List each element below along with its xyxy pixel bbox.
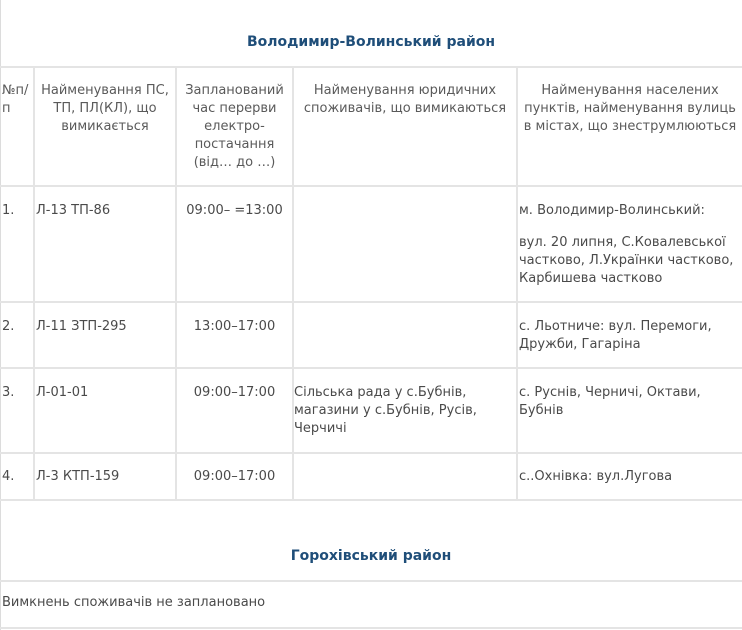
row3-line: Л-01-01 <box>36 385 89 400</box>
table-rule-row4 <box>0 499 742 501</box>
table-col-divider-2 <box>175 66 177 501</box>
row3-num: 3. <box>2 385 15 400</box>
table-col-divider-4 <box>516 66 518 501</box>
header-time: Запланований час перерви електро-постачання (від… до …) <box>185 83 284 170</box>
row4-line: Л-3 КТП-159 <box>36 469 120 484</box>
table-col-divider-1 <box>33 66 35 501</box>
header-num: №п/п <box>2 83 29 116</box>
row4-places: с..Охнівка: вул.Лугова <box>519 469 673 484</box>
row4-time: 09:00–17:00 <box>193 469 276 484</box>
region2-note: Вимкнень споживачів не заплановано <box>2 595 266 610</box>
region-title-volodymyr: Володимир-Волинський район <box>246 34 496 50</box>
row3-legal: Сільська рада у с.Бубнів, магазини у с.Бубнів, Русів, Черчичі <box>294 385 477 436</box>
header-legal: Найменування юридичних споживачів, що вимикаються <box>303 83 507 116</box>
table-rule-top <box>0 66 742 68</box>
row1-num: 1. <box>2 203 15 218</box>
table-rule-row3 <box>0 452 742 454</box>
row2-places: с. Льотниче: вул. Перемоги, Дружби, Гагаріна <box>519 319 712 352</box>
row4-num: 4. <box>2 469 15 484</box>
row2-num: 2. <box>2 319 15 334</box>
region2-rule-bottom <box>0 627 742 629</box>
region-title-horokhiv: Горохівський район <box>290 548 452 564</box>
row3-time: 09:00–17:00 <box>193 385 276 400</box>
row2-line: Л-11 ЗТП-295 <box>36 319 127 334</box>
table-rule-row1 <box>0 301 742 303</box>
row1-places: вул. 20 липня, С.Ковалевської частково, Л.Українки частково, Карбишева частково <box>519 235 734 286</box>
row2-time: 13:00–17:00 <box>193 319 276 334</box>
header-line: Найменування ПС, ТП, ПЛ(КЛ), що вимикається <box>41 83 169 134</box>
table-rule-header <box>0 185 742 187</box>
table-rule-row2 <box>0 367 742 369</box>
region2-rule-top <box>0 580 742 582</box>
row1-line: Л-13 ТП-86 <box>36 203 111 218</box>
row1-time: 09:00– =13:00 <box>186 203 283 218</box>
row3-places: с. Руснів, Черничі, Октави, Бубнів <box>519 385 701 418</box>
header-places: Найменування населених пунктів, найменування вулиць в містах, що знеструмлюються <box>523 83 737 134</box>
row1-places-title: м. Володимир-Волинський: <box>519 203 705 218</box>
